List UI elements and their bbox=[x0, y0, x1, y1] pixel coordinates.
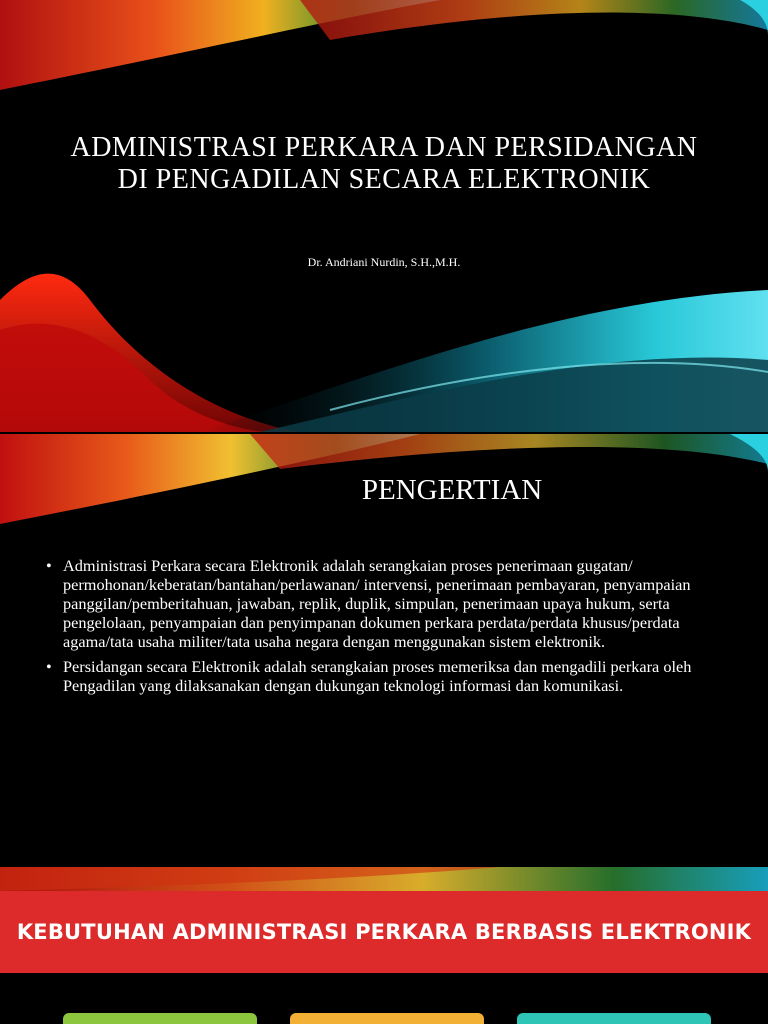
slide-title: PENGERTIAN bbox=[361, 474, 543, 506]
title-slide bbox=[0, 0, 768, 432]
need-card-2 bbox=[290, 1013, 484, 1024]
need-card-3 bbox=[517, 1013, 711, 1024]
author-name: Dr. Andriani Nurdin, S.H.,M.H. bbox=[307, 255, 461, 269]
section-banner bbox=[0, 891, 768, 973]
list-item: • Administrasi Perkara secara Elektronik adalah serangkaian proses penerimaan gugatan/ permohonan/keberatan/bantahan/perlawanan/ intervensi, penerimaan pembayaran, penyampaian panggilan/pemberitahuan, jawaban, replik, duplik, simpulan, penerimaan upaya hukum, serta pengelolaan, penyampaian dan penyimpanan dokumen perkara perdata/perdata khusus/perdata agama/tata usaha militer/tata usaha negara dengan menggunakan sistem elektronik. bbox=[46, 556, 716, 651]
decorative-waves bbox=[0, 0, 768, 432]
needs-slide bbox=[0, 867, 768, 1024]
list-item: • Persidangan secara Elektronik adalah serangkaian proses memeriksa dan mengadili perkara oleh Pengadilan yang dilaksanakan dengan dukungan teknologi informasi dan komunikasi. bbox=[46, 657, 716, 695]
definition-slide bbox=[0, 434, 768, 866]
definition-list bbox=[46, 556, 716, 701]
presentation-title: ADMINISTRASI PERKARA DAN PERSIDANGAN DI PENGADILAN SECARA ELEKTRONIK bbox=[70, 132, 698, 195]
need-card-1 bbox=[63, 1013, 257, 1024]
banner-title: KEBUTUHAN ADMINISTRASI PERKARA BERBASIS ELEKTRONIK bbox=[16, 920, 752, 944]
